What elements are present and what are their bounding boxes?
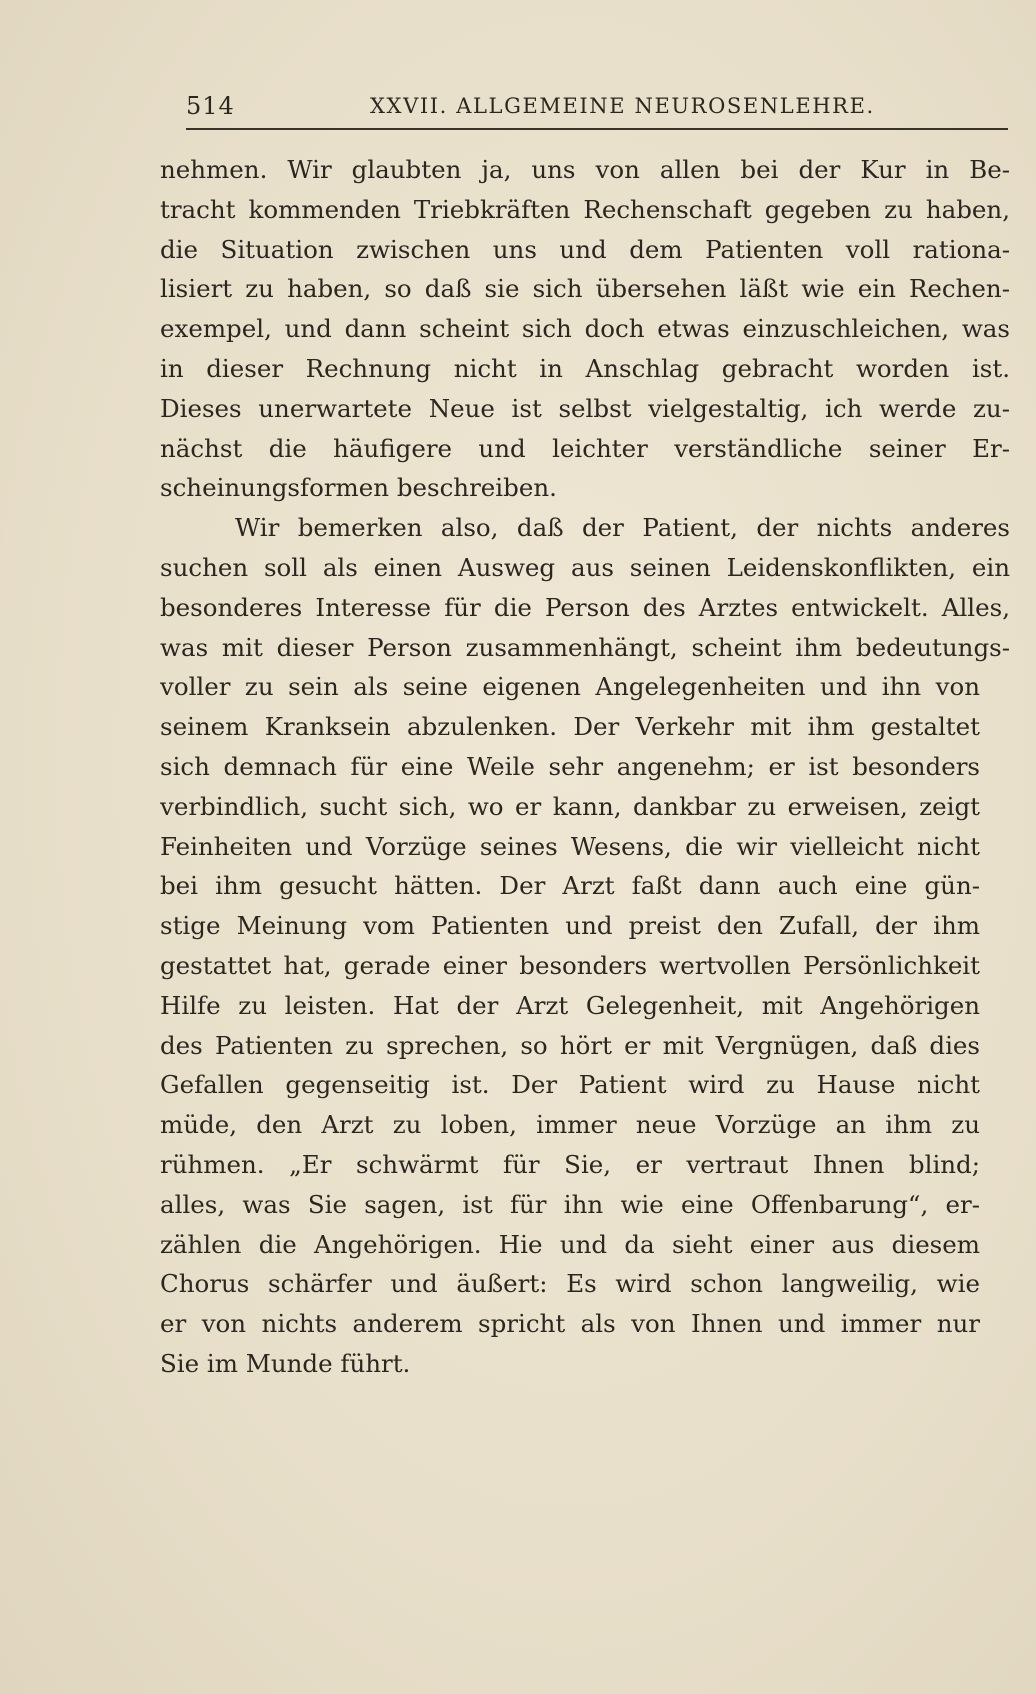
- text-line: alles, was Sie sagen, ist für ihn wie eine Offenbarung“, er-: [160, 1189, 980, 1219]
- text-line: des Patienten zu sprechen, so hört er mit Vergnügen, daß dies: [160, 1030, 980, 1060]
- text-line: lisiert zu haben, so daß sie sich übersehen läßt wie ein Rechen-: [160, 274, 1010, 304]
- page-number: 514: [186, 92, 235, 120]
- text-line: in dieser Rechnung nicht in Anschlag gebracht worden ist.: [160, 353, 1010, 383]
- text-line: zählen die Angehörigen. Hie und da sieht einer aus diesem: [160, 1229, 980, 1259]
- text-line: scheinungsformen beschreiben.: [160, 473, 557, 503]
- text-line: sich demnach für eine Weile sehr angenehm; er ist besonders: [160, 751, 980, 781]
- text-line: nächst die häufigere und leichter verständliche seiner Er-: [160, 433, 1010, 463]
- text-line: verbindlich, sucht sich, wo er kann, dankbar zu erweisen, zeigt: [160, 791, 980, 821]
- text-line: bei ihm gesucht hätten. Der Arzt faßt dann auch eine gün-: [160, 871, 980, 901]
- text-line: besonderes Interesse für die Person des Arztes entwickelt. Alles,: [160, 592, 1010, 622]
- text-line: Hilfe zu leisten. Hat der Arzt Gelegenheit, mit Angehörigen: [160, 990, 980, 1020]
- text-line: seinem Kranksein abzulenken. Der Verkehr mit ihm gestaltet: [160, 712, 980, 742]
- page-header: [186, 86, 1008, 126]
- text-line: nehmen. Wir glaubten ja, uns von allen bei der Kur in Be-: [160, 155, 1010, 184]
- text-line: rühmen. „Er schwärmt für Sie, er vertraut Ihnen blind;: [160, 1149, 980, 1179]
- text-line: stige Meinung vom Patienten und preist den Zufall, der ihm: [160, 911, 980, 941]
- header-rule: [186, 128, 1008, 130]
- text-line: Wir bemerken also, daß der Patient, der nichts anderes: [235, 513, 1010, 543]
- body-text: [160, 150, 1010, 1384]
- text-line: Dieses unerwartete Neue ist selbst vielgestaltig, ich werde zu-: [160, 393, 1010, 423]
- text-line: Sie im Munde führt.: [160, 1348, 411, 1378]
- text-line: Chorus schärfer und äußert: Es wird schon langweilig, wie: [160, 1269, 980, 1299]
- text-line: Feinheiten und Vorzüge seines Wesens, die wir vielleicht nicht: [160, 831, 980, 861]
- text-line: er von nichts anderem spricht als von Ihnen und immer nur: [160, 1309, 980, 1339]
- text-line: müde, den Arzt zu loben, immer neue Vorzüge an ihm zu: [160, 1110, 980, 1140]
- text-line: Gefallen gegenseitig ist. Der Patient wird zu Hause nicht: [160, 1070, 980, 1100]
- text-line: was mit dieser Person zusammenhängt, scheint ihm bedeutungs-: [160, 632, 1010, 662]
- text-line: die Situation zwischen uns und dem Patienten voll rationa-: [160, 234, 1010, 264]
- text-line: tracht kommenden Triebkräften Rechenschaft gegeben zu haben,: [160, 194, 1010, 224]
- running-head: XXVII. ALLGEMEINE NEUROSENLEHRE.: [370, 94, 875, 118]
- text-line: voller zu sein als seine eigenen Angelegenheiten und ihn von: [160, 672, 980, 702]
- text-line: gestattet hat, gerade einer besonders wertvollen Persönlichkeit: [160, 950, 980, 980]
- text-line: exempel, und dann scheint sich doch etwas einzuschleichen, was: [160, 314, 1010, 344]
- text-line: suchen soll als einen Ausweg aus seinen Leidenskonflikten, ein: [160, 552, 1010, 582]
